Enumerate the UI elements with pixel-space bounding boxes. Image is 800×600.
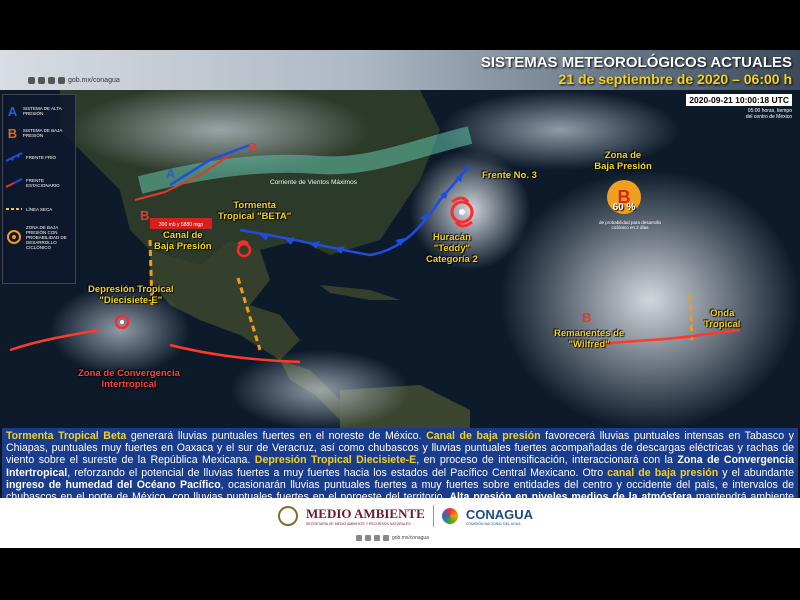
low-zone-probability: 60 % xyxy=(612,202,636,213)
page-title: SISTEMAS METEOROLÓGICOS ACTUALES xyxy=(480,54,792,71)
timestamp-note-line: del centro de México xyxy=(745,114,792,120)
label-line: Zona de xyxy=(604,150,642,161)
weather-map-panel xyxy=(0,50,800,548)
timestamp-note xyxy=(746,108,792,120)
low-probability-icon xyxy=(5,229,23,245)
forecast-body: favorecerá lluvias puntuales intensas en Tabasco y Chiapas, puntuales muy fuertes en Oaxaca y el sur de Veracruz, así como chubascos y lluvias puntuales fuertes acompañadas de descargas eléctricas y rachas de viento sobre el sureste de la República Mexicana. xyxy=(6,430,794,467)
label-line: "Teddy" xyxy=(433,243,471,254)
label-line: Onda xyxy=(710,308,735,319)
label-onda-tropical xyxy=(704,308,740,330)
label-wilfred xyxy=(554,328,624,350)
label-line: Tormenta xyxy=(233,200,276,211)
timestamp-note-line: 05:00 horas, tiempo xyxy=(747,108,792,114)
label-line: Baja Presión xyxy=(154,241,212,252)
low-pressure-icon: B xyxy=(248,140,258,155)
forecast-highlight: canal de baja presión xyxy=(607,466,719,479)
label-line: Zona de Convergencia xyxy=(78,368,180,379)
forecast-bold: ingreso de humedad del Océano Pacífico xyxy=(6,478,221,491)
header-social-handle[interactable]: gob.mx/conagua xyxy=(68,77,120,84)
label-line: Intertropical xyxy=(101,379,157,390)
dry-line-icon xyxy=(5,201,23,217)
legend-label: SISTEMA DE ALTA PRESIÓN xyxy=(23,106,62,116)
low-zone-note: de probabilidad para desarrollo ciclónico en 2 días xyxy=(598,220,662,230)
forecast-body: y el abundante xyxy=(718,466,794,479)
legend-label: SISTEMA DE BAJA PRESIÓN xyxy=(22,128,63,138)
header-social-links xyxy=(28,77,120,84)
footer-logos xyxy=(278,505,533,527)
header-bar xyxy=(0,50,800,90)
forecast-body: , ocasionarán lluvias puntuales fuertes a muy fuertes sobre entidades del centro y occidente del país, e intervalos de xyxy=(220,478,794,491)
forecast-body: generará lluvias puntuales fuertes en el noreste de México. xyxy=(126,430,427,442)
low-pressure-wilfred-icon: B xyxy=(582,310,592,325)
label-line: Depresión Tropical xyxy=(88,284,174,295)
legend-item-low xyxy=(5,123,73,143)
label-line: Huracán xyxy=(432,232,471,243)
medio-ambiente-logo xyxy=(306,506,425,526)
label-line: Remanentes de xyxy=(554,328,625,339)
instagram-icon[interactable] xyxy=(58,77,65,84)
youtube-icon[interactable] xyxy=(48,77,55,84)
legend-label: ZONA DE BAJA PRESIÓN CON PROBABILIDAD DE DESARROLLO CICLÓNICO xyxy=(26,224,67,250)
low-zone-marker: B xyxy=(607,180,641,214)
forecast-bold: Zona de Convergencia Intertropical xyxy=(6,454,794,479)
twitter-icon[interactable] xyxy=(38,77,45,84)
conagua-title: CONAGUA xyxy=(465,506,533,522)
label-zci xyxy=(78,368,180,390)
conagua-logo xyxy=(466,507,533,526)
legend-label: FRENTE FRÍO xyxy=(26,154,56,160)
legend-item-low-probability xyxy=(5,223,73,251)
forecast-highlight: Tormenta Tropical Beta xyxy=(6,430,127,442)
label-depresion-17e xyxy=(88,284,174,306)
medio-ambiente-title: MEDIO AMBIENTE xyxy=(306,506,425,521)
label-line: Tropical xyxy=(704,319,741,330)
legend-high-icon: A xyxy=(7,103,18,119)
high-pressure-icon: A xyxy=(166,166,176,181)
footer-social-handle[interactable]: gob.mx/conagua xyxy=(392,535,429,541)
label-line: Canal de xyxy=(162,230,203,241)
conagua-logo-icon xyxy=(442,508,458,524)
legend-item-dry-line xyxy=(5,199,73,219)
legend-label: LÍNEA SECA xyxy=(26,206,53,212)
mexico-seal-icon xyxy=(278,506,298,526)
timestamp-badge: 2020-09-21 10:00:18 UTC xyxy=(686,94,792,106)
legend-low-icon: B xyxy=(7,125,18,141)
forecast-highlight: Canal de baja presión xyxy=(426,430,541,442)
label-line: Tropical "BETA" xyxy=(218,211,292,222)
label-line: "Wilfred" xyxy=(568,339,610,350)
legend-item-cold-front xyxy=(5,147,73,167)
page-date: 21 de septiembre de 2020 – 06:00 h xyxy=(558,71,792,87)
forecast-body: , en proceso de intensificación, interaccionará con la xyxy=(416,454,678,467)
label-tormenta-beta xyxy=(218,200,291,222)
facebook-icon[interactable] xyxy=(356,535,362,541)
low-pressure-icon: B xyxy=(140,208,150,223)
legend-item-high xyxy=(5,101,73,121)
jet-label: 300 mb y 5880 mgp xyxy=(158,222,204,228)
instagram-icon[interactable] xyxy=(383,535,389,541)
legend-item-stationary-front xyxy=(5,173,73,193)
label-frente-3: Frente No. 3 xyxy=(482,170,537,181)
footer-social-links xyxy=(356,535,429,541)
stationary-front-icon xyxy=(5,175,23,191)
logo-divider xyxy=(433,505,434,527)
jet-stream-label: Corriente de Vientos Máximos xyxy=(270,179,357,186)
forecast-highlight: Depresión Tropical Diecisiete-E xyxy=(254,454,417,467)
conagua-subtitle: COMISIÓN NACIONAL DEL AGUA xyxy=(465,521,521,526)
label-line: Baja Presión xyxy=(594,161,652,172)
twitter-icon[interactable] xyxy=(365,535,371,541)
label-canal-baja xyxy=(154,230,212,252)
label-line: "Diecisiete-E" xyxy=(99,295,163,306)
cold-front-icon xyxy=(5,149,23,165)
cloud-mass xyxy=(500,170,800,428)
youtube-icon[interactable] xyxy=(374,535,380,541)
label-zona-baja xyxy=(588,150,658,172)
map-legend xyxy=(2,94,76,284)
medio-ambiente-subtitle: SECRETARÍA DE MEDIO AMBIENTE Y RECURSOS NATURALES xyxy=(306,522,411,526)
forecast-body: , reforzando el potencial de lluvias fuertes a muy fuertes hacia los estados del Pacífico Central Mexicano. Otro xyxy=(67,466,608,479)
label-line: Categoría 2 xyxy=(426,254,478,265)
cloud-mass xyxy=(230,350,410,428)
legend-label: FRENTE ESTACIONARIO xyxy=(26,178,60,188)
facebook-icon[interactable] xyxy=(28,77,35,84)
label-huracan-teddy xyxy=(426,232,478,265)
